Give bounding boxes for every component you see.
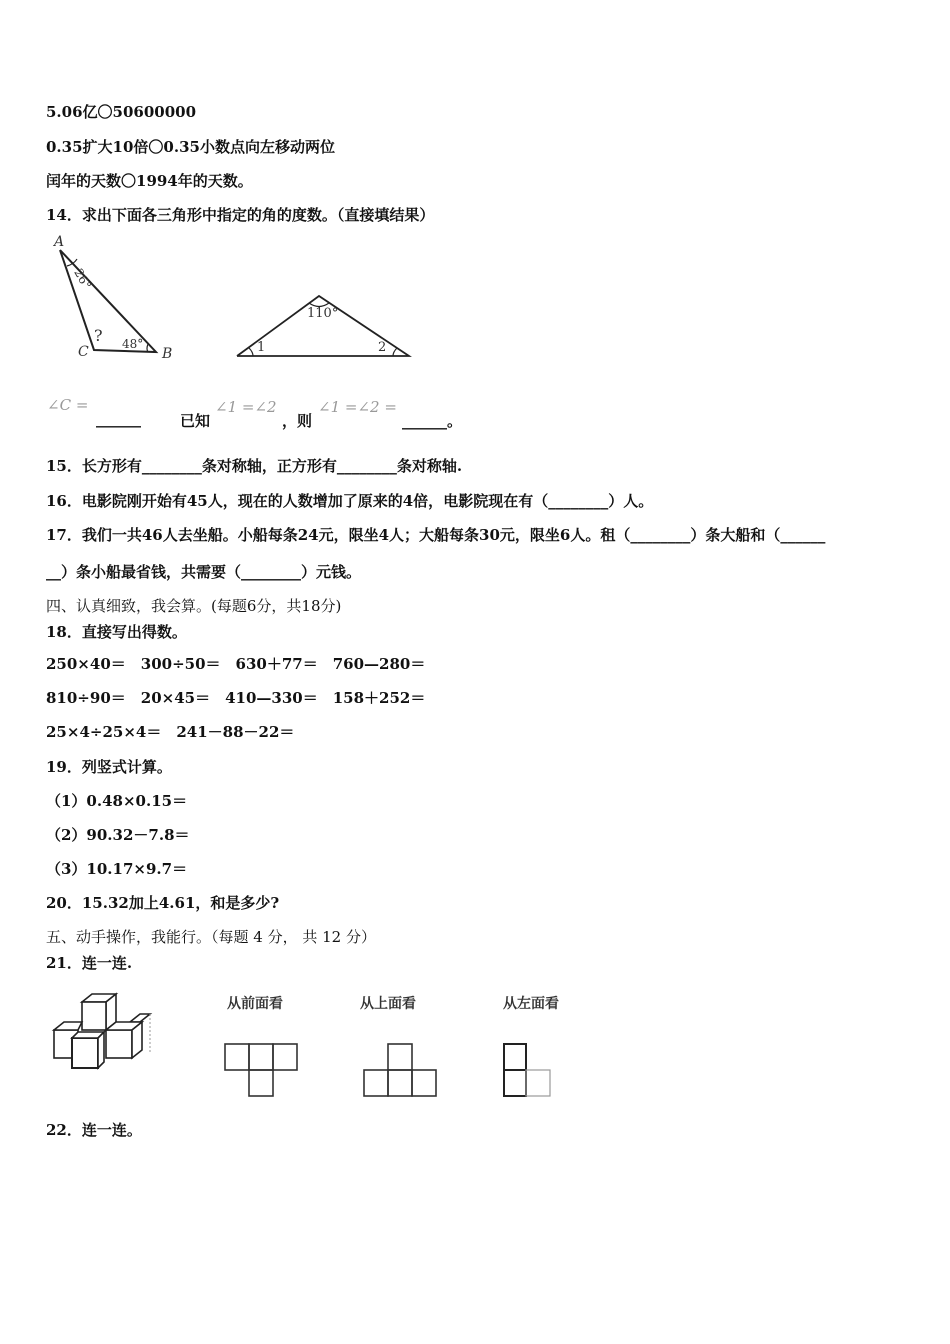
q18-row-1: 250×40＝ 300÷50＝ 630＋77＝ 760—280＝ bbox=[46, 655, 426, 673]
tri1-label-a: A bbox=[54, 234, 65, 250]
q19-item-3: （3）10.17×9.7＝ bbox=[46, 860, 188, 878]
view-label-top: 从上面看 bbox=[360, 996, 416, 1012]
answer-angle-blank[interactable]: ______。 bbox=[402, 412, 463, 430]
angle-question: ∠1 =∠2 = bbox=[318, 398, 397, 416]
tri1-label-c: C bbox=[78, 344, 89, 360]
answer-c-blank[interactable]: ______ bbox=[96, 410, 141, 428]
q20-text: 20．15.32加上4.61，和是多少? bbox=[46, 894, 280, 912]
tri2-angle-2: 2 bbox=[378, 340, 387, 355]
tri2-angle-1: 1 bbox=[257, 340, 266, 355]
q16-text: 16．电影院刚开始有45人，现在的人数增加了原来的4倍，电影院现在有（________）人。 bbox=[46, 492, 654, 510]
tri1-angle-a: 26° bbox=[71, 266, 95, 292]
tri1-angle-b: 48° bbox=[122, 337, 144, 351]
section-4-heading: 四、认真细致，我会算。(每题6分，共18分) bbox=[46, 597, 342, 615]
angle-equation: ∠1 =∠2 bbox=[215, 398, 277, 416]
q19-item-1: （1）0.48×0.15＝ bbox=[46, 792, 188, 810]
tri1-label-b: B bbox=[162, 346, 173, 362]
q22-text: 22．连一连。 bbox=[46, 1121, 142, 1139]
q15-text: 15．长方形有________条对称轴，正方形有________条对称轴. bbox=[46, 457, 463, 475]
q14-text: 14．求出下面各三角形中指定的角的度数。（直接填结果） bbox=[46, 206, 435, 224]
tri1-unknown: ? bbox=[94, 326, 103, 345]
compare-line-2: 0.35扩大10倍〇0.35小数点向左移动两位 bbox=[46, 138, 335, 156]
section-5-heading: 五、动手操作，我能行。（每题 4 分， 共 12 分） bbox=[46, 928, 376, 946]
q19-item-2: （2）90.32－7.8＝ bbox=[46, 826, 190, 844]
compare-line-3: 闰年的天数〇1994年的天数。 bbox=[46, 172, 253, 190]
front-view-shape bbox=[224, 1043, 304, 1099]
q18-row-2: 810÷90＝ 20×45＝ 410—330＝ 158＋252＝ bbox=[46, 689, 426, 707]
top-view-shape bbox=[363, 1043, 443, 1099]
known-label: 已知 bbox=[180, 412, 211, 430]
view-label-front: 从前面看 bbox=[227, 996, 283, 1012]
compare-line-1: 5.06亿〇50600000 bbox=[46, 103, 197, 121]
q19-text: 19．列竖式计算。 bbox=[46, 758, 172, 776]
q18-text: 18．直接写出得数。 bbox=[46, 623, 187, 641]
q17-text-line2: __）条小船最省钱，共需要（________）元钱。 bbox=[46, 563, 362, 581]
cube-stack-figure bbox=[50, 992, 165, 1072]
left-view-shape bbox=[503, 1043, 563, 1099]
view-label-left: 从左面看 bbox=[503, 996, 559, 1012]
q17-text-line1: 17．我们一共46人去坐船。小船每条24元，限坐4人；大船每条30元，限坐6人。租（________）条大船和（______ bbox=[46, 526, 826, 544]
q18-row-3: 25×4÷25×4＝ 241－88－22＝ bbox=[46, 723, 295, 741]
q21-text: 21．连一连. bbox=[46, 954, 133, 972]
tri2-angle-top: 110° bbox=[307, 306, 339, 321]
then-label: ，则 bbox=[282, 412, 313, 430]
answer-c-label: ∠C = bbox=[47, 396, 89, 414]
